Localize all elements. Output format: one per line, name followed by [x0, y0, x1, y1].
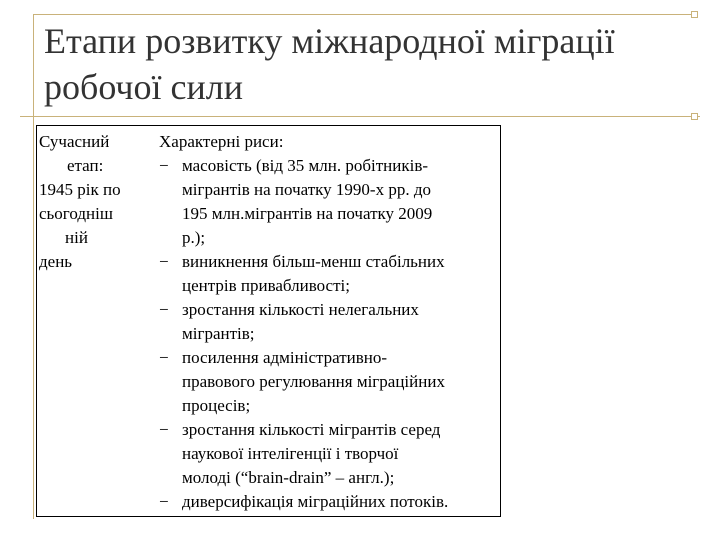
period-line: день	[39, 252, 73, 271]
feature-line: посилення адміністративно-	[182, 348, 388, 367]
slide-title	[44, 18, 684, 110]
feature-line: наукової інтелігенції і творчої	[182, 444, 399, 463]
dash-bullet-icon: −	[159, 492, 169, 511]
features-heading: Характерні риси:	[159, 132, 284, 151]
feature-line: 195 млн.мігрантів на початку 2009	[182, 204, 433, 223]
frame-left-line	[33, 14, 34, 519]
period-line: Сучасний	[39, 132, 110, 151]
period-line: 1945 рік по	[39, 180, 121, 199]
feature-item	[159, 490, 499, 514]
dash-bullet-icon: −	[159, 348, 169, 367]
period-line: етап:	[67, 156, 104, 175]
feature-line: диверсифікація міграційних потоків.	[182, 492, 449, 511]
feature-line: мігрантів на початку 1990-х рр. до	[182, 180, 431, 199]
frame-mid-line	[20, 116, 700, 117]
dash-bullet-icon: −	[159, 300, 169, 319]
dash-bullet-icon: −	[159, 252, 169, 271]
feature-line: р.);	[182, 228, 206, 247]
frame-corner-square-top	[691, 11, 698, 18]
feature-line: молоді (“brain-drain” – англ.);	[182, 468, 395, 487]
feature-line: правового регулювання міграційних	[182, 372, 445, 391]
features-list	[159, 154, 499, 514]
feature-line: процесів;	[182, 396, 251, 415]
feature-line: зростання кількості мігрантів серед	[182, 420, 441, 439]
dash-bullet-icon: −	[159, 420, 169, 439]
feature-item	[159, 298, 499, 346]
title-line-2: робочої сили	[44, 67, 243, 107]
frame-top-line	[33, 14, 693, 15]
migration-stage-table	[36, 125, 501, 517]
feature-line: масовість (від 35 млн. робітників-	[182, 156, 429, 175]
feature-line: зростання кількості нелегальних	[182, 300, 419, 319]
feature-item	[159, 154, 499, 250]
frame-corner-square-mid	[691, 113, 698, 120]
feature-line: мігрантів;	[182, 324, 255, 343]
feature-item	[159, 418, 499, 490]
period-cell	[39, 130, 149, 274]
title-line-1: Етапи розвитку міжнародної міграції	[44, 21, 615, 61]
features-cell	[159, 130, 499, 514]
dash-bullet-icon: −	[159, 156, 169, 175]
period-line: сьогодніш	[39, 204, 113, 223]
feature-line: центрів привабливості;	[182, 276, 350, 295]
feature-item	[159, 250, 499, 298]
period-line: ній	[65, 228, 88, 247]
feature-item	[159, 346, 499, 418]
feature-line: виникнення більш-менш стабільних	[182, 252, 445, 271]
